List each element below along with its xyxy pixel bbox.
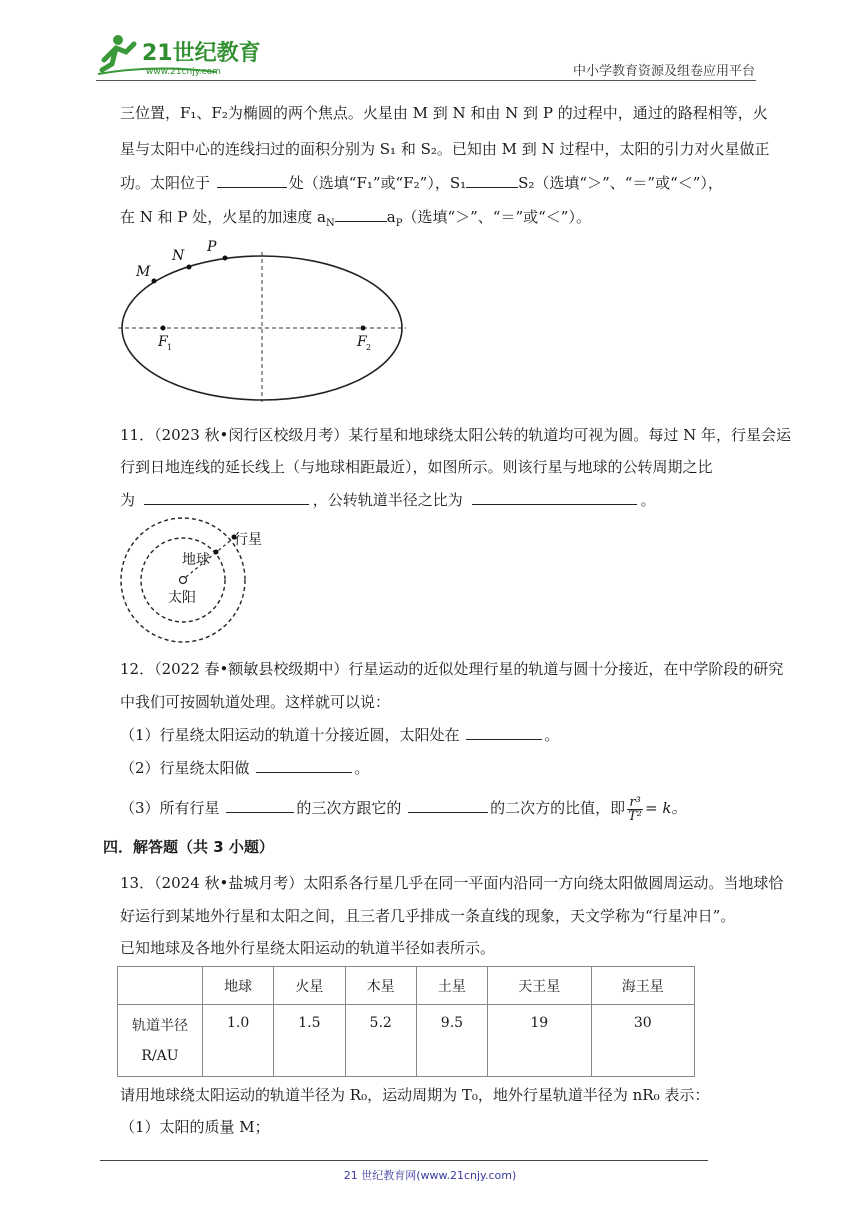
q10-line4-e: （选填“＞”、“＝”或“＜”）。 [402,208,591,226]
logo-sub-text: www.21cnjy.com [146,67,221,77]
q11-line2: 行到日地连线的延长线上（与地球相距最近），如图所示。则该行星与地球的公转周期之比 [120,458,713,476]
q12-blank-quantity1[interactable] [226,797,294,813]
q10-line4 [120,202,591,239]
q12-item1-text: （1）行星绕太阳运动的轨道十分接近圆，太阳处在 [120,726,460,744]
q12-line1: 12．（2022 春•额敏县校级期中）行星运动的近似处理行星的轨道与圆十分接近，在中学阶段的研究 [120,660,784,678]
q12-blank-motion-type[interactable] [256,757,352,773]
q12-item3-text-a: （3）所有行星 [120,799,220,817]
ellipse-orbit-figure [116,238,410,404]
kepler-formula-fraction [627,796,643,823]
q12-item3-text-c: 的二次方的比值，即 [490,799,626,817]
q10-line2: 星与太阳中心的连线扫过的面积分别为 S₁ 和 S₂。已知由 M 到 N 过程中，太阳的引力对火星做正 [120,140,770,158]
orbit-radius-table [117,966,695,1077]
earth-dot [214,550,219,555]
q11-blank-period-ratio[interactable] [144,489,309,505]
q10-line3-c: S₂（选填“＞”、“＝”或“＜”）， [518,174,723,192]
footer-divider [100,1160,708,1161]
q11-line3 [120,485,656,516]
q11-blank-radius-ratio[interactable] [472,489,637,505]
formula-numerator: r³ [627,796,643,810]
row-label-line1: 轨道半径 [132,1017,188,1034]
label-f1: F [158,334,168,350]
section-heading: 四．解答题（共 3 小题） [103,838,274,856]
circular-orbits-figure [116,514,266,650]
focus-f2-dot [361,326,366,331]
table-cell: 30 [591,1005,694,1077]
q13-line1: 13．（2024 秋•盐城月考）太阳系各行星几乎在同一平面内沿同一方向绕太阳做圆周运动。当地球恰 [120,874,784,892]
table-row-label [118,1005,203,1077]
q12-blank-sun-location[interactable] [466,724,542,740]
label-n: N [172,248,185,264]
site-logo [96,30,266,78]
table-row [118,1005,695,1077]
q10-line3 [120,168,723,199]
q10-line3-b: 处（选填“F₁”或“F₂”），S₁ [288,174,467,192]
q12-item2-text: （2）行星绕太阳做 [120,759,250,777]
point-p-dot [223,256,228,261]
table-header-cell: 土星 [416,967,487,1005]
q13-line2: 好运行到某地外行星和太阳之间，且三者几乎排成一条直线的现象，天文学称为“行星冲日”。 [120,907,736,925]
q12-item2 [120,753,369,784]
q11-line3-b: ，公转轨道半径之比为 [312,491,463,509]
q13-line4: 请用地球绕太阳运动的轨道半径为 R₀，运动周期为 T₀，地外行星轨道半径为 nR₀ 表示： [120,1086,710,1104]
table-cell: 9.5 [416,1005,487,1077]
formula-rest: = k。 [645,799,687,817]
label-earth: 地球 [182,552,210,568]
row-label-line2: R/AU [141,1047,179,1064]
q11-line1: 11．（2023 秋•闵行区校级月考）某行星和地球绕太阳公转的轨道均可视为圆。每过 N 年，行星会运 [120,426,792,444]
q10-blank-accel-compare[interactable] [335,206,387,222]
label-m: M [136,264,151,280]
label-planet: 行星 [234,532,262,548]
q12-item1 [120,720,559,751]
table-header-cell: 火星 [274,967,345,1005]
table-cell: 1.5 [274,1005,345,1077]
q10-aP-sub: P [395,218,403,229]
label-f1-sub: 1 [167,343,173,352]
runner-logo-icon [96,30,266,78]
footer-link[interactable]: 21 世纪教育网(www.21cnjy.com) [343,1169,517,1182]
q10-line4-a: 在 N 和 P 处，火星的加速度 a [120,208,327,226]
q10-line4-c: a [386,208,396,226]
q10-blank-sun-position[interactable] [217,172,287,188]
q10-line1: 三位置，F₁、F₂为椭圆的两个焦点。火星由 M 到 N 和由 N 到 P 的过程中，通过的路程相等，火 [120,104,768,122]
header-platform-text: 中小学教育资源及组卷应用平台 [572,64,755,79]
header-divider [96,80,756,81]
q12-item3-text-b: 的三次方跟它的 [296,799,402,817]
table-cell: 1.0 [203,1005,274,1077]
label-f2-sub: 2 [366,343,372,352]
q12-line2: 中我们可按圆轨道处理。这样就可以说： [120,693,391,711]
q12-item2-end: 。 [354,759,370,777]
q12-blank-quantity2[interactable] [408,797,488,813]
point-n-dot [187,265,192,270]
table-header-cell: 木星 [345,967,416,1005]
q13-line3: 已知地球及各地外行星绕太阳运动的轨道半径如表所示。 [120,939,496,957]
q10-line3-a: 功。太阳位于 [120,174,211,192]
table-header-cell: 天王星 [488,967,591,1005]
label-f2: F [357,334,367,350]
formula-denominator: T² [628,808,643,824]
logo-main-text: 21世纪教育 [142,41,261,66]
q10-blank-area-compare[interactable] [466,172,518,188]
table-header-cell: 地球 [203,967,274,1005]
label-p: P [207,239,217,255]
q12-item3 [120,793,686,824]
q11-line3-a: 为 [120,491,136,509]
label-sun: 太阳 [168,590,196,606]
table-header-cell: 海王星 [591,967,694,1005]
q12-item1-end: 。 [544,726,560,744]
table-cell: 19 [488,1005,591,1077]
table-header-row [118,967,695,1005]
table-cell: 5.2 [345,1005,416,1077]
focus-f1-dot [161,326,166,331]
table-header-cell [118,967,203,1005]
q11-line3-c: 。 [640,491,656,509]
q10-aN-sub: N [326,218,335,229]
sun-dot [180,577,187,584]
point-m-dot [152,279,157,284]
q13-line5: （1）太阳的质量 M； [120,1118,270,1136]
